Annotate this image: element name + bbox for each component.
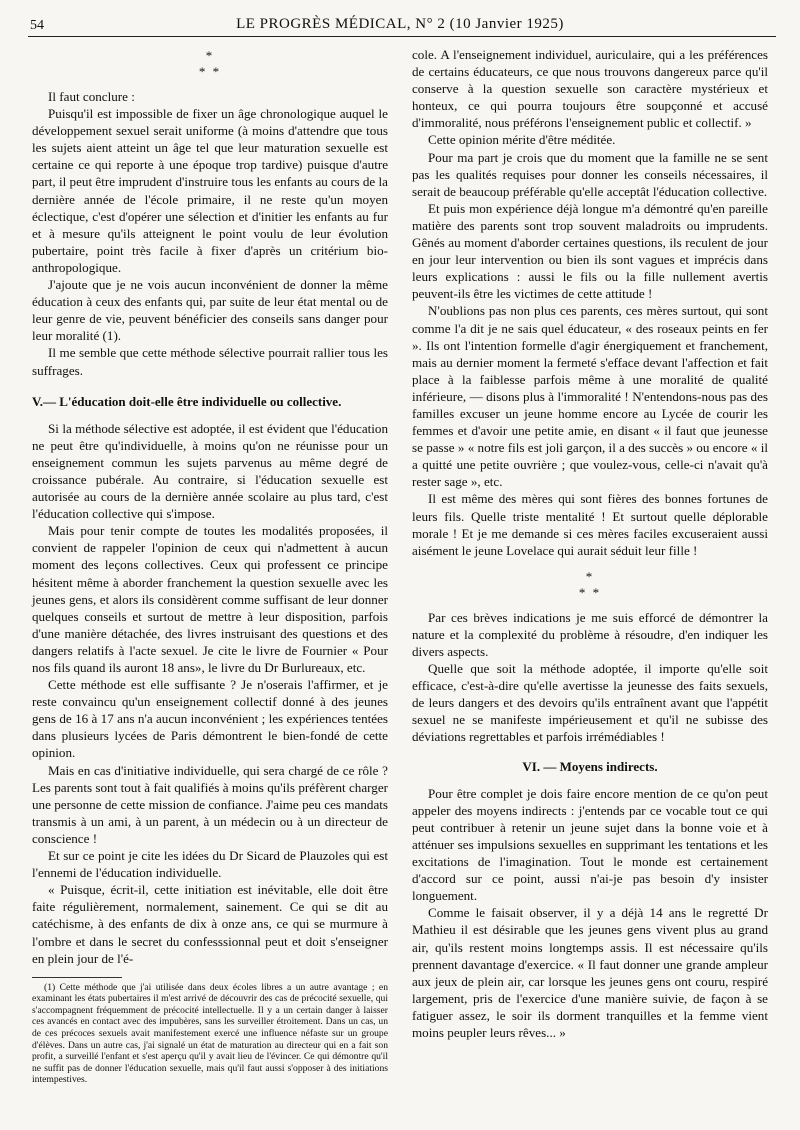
journal-title: LE PROGRÈS MÉDICAL, N° 2 (10 Janvier 1925)	[236, 16, 564, 32]
section-separator: * * *	[578, 568, 602, 600]
paragraph: cole. A l'enseignement individuel, auriculaire, qui a les préférences de certains éducateurs, ce que nous trouvons dangereux parce qu'il conserve à la question sexuelle son caractère mystérieux et honteux, ce qui pourra toujours être soupçonné et accusé d'immoralité, nous préférons l'enseignement public et collectif. »	[412, 47, 768, 131]
section-heading: VI. — Moyens indirects.	[522, 758, 658, 774]
paragraph: Et puis mon expérience déjà longue m'a démontré qu'en pareille matière des parents sont trop souvent maladroits ou imprudents. Gênés au moment d'aborder certaines questions, ils reculent de jour en jour leur intervention ou bien ils sont vagues et imprécis dans leurs explications : aussi le fils ou la fille nullement avertis peuvent-ils être les victimes de cette attitude !	[412, 200, 768, 302]
paragraph: Il me semble que cette méthode sélective pourrait rallier tous les suffrages.	[32, 345, 388, 378]
paragraph: J'ajoute que je ne vois aucun inconvénient de donner la même éducation à ceux des enfants qui, par suite de leur état mental ou de leur genre de vie, peuvent bénéficier des conseils sans danger pour leur moralité (1).	[32, 277, 388, 344]
paragraph: Et sur ce point je cite les idées du Dr Sicard de Plauzoles qui est l'ennemi de l'éducation individuelle.	[32, 848, 388, 881]
paragraph: N'oublions pas non plus ces parents, ces mères surtout, qui sont comme l'a dit je ne sais quel éducateur, « des roseaux peints en fer ». Ils ont l'intention formelle d'agir énergiquement et franchement, mais au dernier moment la fermeté s'efface devant l'affection et fait place à la faiblesse parfois même à une moralité de qualité inférieure, — disons plus à l'immoralité ! N'entendons-nous pas des familles excuser un jeune homme encore au Lycée de courir les femmes et d'avoir une petite amie, en disant « il faut que jeunesse se passe » « notre fils est joli garçon, il a des succès » ou encore « il a quitté une petite ouvrière ; que voulez-vous, celle-ci n'avait qu'à rester sage », etc.	[412, 303, 768, 490]
paragraph: Puisqu'il est impossible de fixer un âge chronologique auquel le développement sexuel serait uniforme (à moins d'attendre que tous les sujets aient atteint un âge tel que leur maturation sexuelle est certaine ce qui reporte à une époque trop tardive) puisque d'autre part, il peut être imprudent d'instruire tous les enfants au cours de la dernière année de l'école primaire, il ne reste qu'un moyen éclectique, c'est d'opérer une sélection et d'initier les enfants au fur et à mesure qu'ils atteignent le point voulu de leur évolution pubertaire, point très facile à fixer d'après un critérium bio-anthropologique.	[32, 106, 388, 275]
paragraph: Mais en cas d'initiative individuelle, qui sera chargé de ce rôle ? Les parents sont tout à fait qualifiés à moins qu'ils préfèrent charger une personne de cette mission de confiance. J'aime peu ces mandats transmis à un ami, à un parent, à un médecin ou à un directeur de conscience !	[32, 762, 388, 846]
footnote-text: (1) Cette méthode que j'ai utilisée dans deux écoles libres a un autre avantage ; en examinant les états pubertaires il m'est arrivé de découvrir des cas de précocité sexuelle, qui s'accompagnent fréquemment de précocité intellectuelle. Il y a un certain danger à laisser ces avancés en contact avec des impubères, sans les surveiller étroitement. Dans un cas, un de ces précoces sexuels avait manifestement exercé une influence néfaste sur un groupe d'élèves. Dans un autre cas, j'ai signalé un état de maturation au directeur qui en a fait son profit, a surveillé l'enfant et s'est aperçu qu'il y avait lieu de l'évincer. Ce qui démontre qu'il ne suffit pas de donner l'éducation sexuelle, mais qu'il faut aussi s'opposer à des initiations intempestives.	[32, 981, 388, 1086]
page-number: 54	[30, 18, 44, 33]
right-column	[412, 46, 768, 1041]
paragraph: « Puisque, écrit-il, cette initiation est inévitable, elle doit être faite régulièrement, normalement, sainement. Ce qui se dit au catéchisme, à des enfants de dix à onze ans, ce qui se murmure à l'ombre et dans le secret du confesssionnal peut et doit s'enseigner en plein jour de l'é-	[32, 882, 388, 966]
section-heading: V.— L'éducation doit-elle être individuelle ou collective.	[32, 393, 342, 409]
paragraph: Cette méthode est elle suffisante ? Je n'oserais l'affirmer, et je reste convaincu qu'un enseignement collectif donné à des jeunes gens de 16 à 17 ans n'a aucun inconvénient ; les expériences tentées dans plusieurs lycées de Paris démontrent le bien-fondé de cette opinion.	[32, 677, 388, 761]
paragraph: Quelle que soit la méthode adoptée, il importe qu'elle soit efficace, c'est-à-dire qu'elle avertisse la jeunesse des faits sexuels, de leurs dangers et des devoirs qu'ils entraînent avant que l'appétit sexuel ne se manifeste impérieusement et qu'il ne subisse des déviations regrettables et parfois irrémédiables !	[412, 661, 768, 745]
paragraph: Cette opinion mérite d'être méditée.	[428, 132, 616, 148]
paragraph: Pour être complet je dois faire encore mention de ce qu'on peut appeler des moyens indirects : j'entends par ce vocable tout ce qui peut contribuer à retenir un jeune sujet dans la bonne voie et à atténuer ses impulsions sexuelles en supprimant les tentations et les excitations de l'imagination. Tout le monde est certainement d'accord sur ce point, aussi n'ai-je pas besoin d'y insister longuement.	[412, 785, 768, 904]
section-separator: * * *	[198, 48, 222, 79]
paragraph: Par ces brèves indications je me suis efforcé de démontrer la nature et la complexité du problème à résoudre, d'en indiquer les divers aspects.	[412, 609, 768, 659]
footnote	[32, 982, 388, 1086]
page-header	[0, 14, 800, 38]
footnote-rule	[32, 977, 122, 978]
left-column	[32, 46, 388, 1086]
paragraph: Il faut conclure :	[48, 89, 135, 104]
paragraph: Si la méthode sélective est adoptée, il est évident que l'éducation ne peut être qu'individuelle, à moins qu'on ne réunisse pour un enseignement commun les sujets parvenus au même degré de croissance pubérale. Au contraire, si l'éducation sexuelle est autorisée au cours de la dernière année scolaire au plus tard, c'est l'éducation collective qui s'impose.	[32, 420, 388, 522]
paragraph: Comme le faisait observer, il y a déjà 14 ans le regretté Dr Mathieu il est désirable que les jeunes gens vivent plus au grand air, qu'ils restent moins longtemps assis. Il est nécessaire qu'ils prennent davantage d'exercice. « Il faut donner une grande ampleur aux jeux de plein air, car lorsque les jeunes gens ont couru, respiré largement, pris de l'exercice d'une manière suivie, de façon à se fatiguer assez, le soir ils dorment tranquilles et la femme vient moins peupler leurs rêves... »	[412, 905, 768, 1040]
header-rule	[28, 36, 776, 37]
paragraph: Mais pour tenir compte de toutes les modalités proposées, il convient de rappeler l'opinion de ceux qui n'admettent à aucun moment des leçons collectives. Ceux qui professent ce principe hésitent même à aborder franchement la question sexuelle avec les jeunes gens, et alors ils considèrent comme suffisant de leur donner quelques conseils et surtout de mettre à leur disposition, parfois d'une manière détachée, des livres instruisant des questions et des dangers relatifs à l'acte sexuel. Je cite le livre de Fournier « Pour nos fils quand ils auront 18 ans», le livre du Dr Burlureaux, etc.	[32, 523, 388, 675]
paragraph: Pour ma part je crois que du moment que la famille ne se sent pas les qualités requises pour donner les conseils nécessaires, il serait de beaucoup préférable qu'elle acceptât l'éducation collective.	[412, 149, 768, 199]
paragraph: Il est même des mères qui sont fières des bonnes fortunes de leurs fils. Quelle triste mentalité ! Et surtout quelle déplorable morale ! Et je me demande si ces mères faciles excuseraient aussi aisément le jeune Lovelace qui aurait séduit leur fille !	[412, 491, 768, 558]
